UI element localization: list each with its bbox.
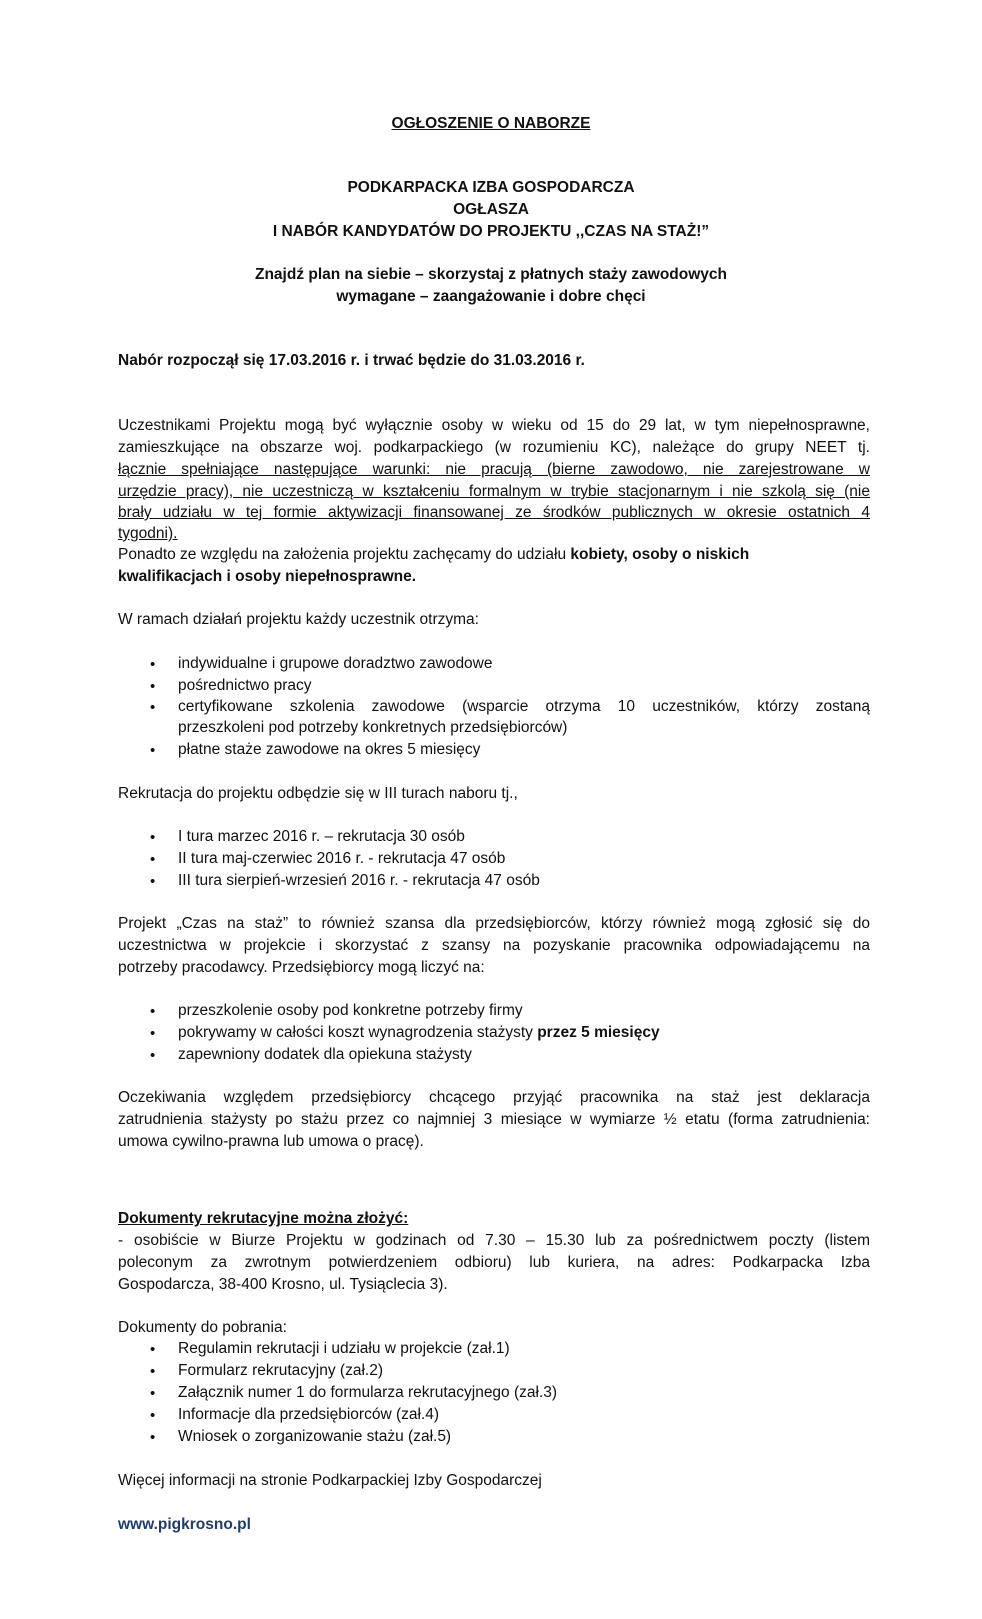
submission-heading: Dokumenty rekrutacyjne można złożyć: — [118, 1210, 409, 1227]
submission-line-1: - osobiście w Biurze Projektu w godzinach od 7.30 – 15.30 lub za pośrednictwem poczty (listem — [118, 1232, 870, 1249]
participants-line-5: brały udziału w tej formie aktywizacji finansowanej ze środków publicznych w okresie ostatnich 4 — [118, 504, 870, 521]
download-item[interactable]: Informacje dla przedsiębiorców (zał.4) — [178, 1406, 440, 1423]
slogan-line-2: wymagane – zaangażowanie i dobre chęci — [336, 288, 646, 305]
participants-line-6: tygodni). — [118, 525, 178, 542]
download-item[interactable]: Regulamin rekrutacji i udziału w projekcie (zał.1) — [178, 1340, 510, 1357]
bullet-icon: • — [150, 851, 156, 868]
receives-item-3: certyfikowane szkolenia zawodowe (wsparcie otrzyma 10 uczestników, którzy zostaną — [178, 698, 870, 715]
organization-name: PODKARPACKA IZBA GOSPODARCZA — [347, 179, 635, 196]
bullet-icon: • — [150, 1407, 156, 1424]
employers-line-3: potrzeby pracodawcy. Przedsiębiorcy mogą liczyć na: — [118, 959, 485, 976]
participants-line-3: łącznie spełniające następujące warunki: nie pracują (bierne zawodowo, nie zarejestrowane w — [118, 461, 870, 478]
download-item[interactable]: Załącznik numer 1 do formularza rekrutacyjnego (zał.3) — [178, 1384, 558, 1401]
website-link[interactable]: www.pigkrosno.pl — [118, 1516, 251, 1533]
participants-line-4: urzędzie pracy), nie uczestniczą w kształceniu formalnym w trybie stacjonarnym i nie szkolą się (nie — [118, 483, 870, 500]
announces-label: OGŁASZA — [453, 201, 529, 218]
bullet-icon: • — [150, 699, 156, 716]
bullet-icon: • — [150, 1429, 156, 1446]
receives-intro: W ramach działań projektu każdy uczestnik otrzyma: — [118, 611, 479, 628]
benefit-item-1: przeszkolenie osoby pod konkretne potrzeby firmy — [178, 1002, 523, 1019]
benefit-item-2-bold: przez 5 miesięcy — [537, 1024, 660, 1041]
receives-item-3-cont: przeszkoleni pod potrzeby konkretnych przedsiębiorców) — [178, 719, 568, 736]
bullet-icon: • — [150, 1025, 156, 1042]
bullet-icon: • — [150, 1363, 156, 1380]
rounds-intro: Rekrutacja do projektu odbędzie się w III turach naboru tj., — [118, 785, 518, 802]
downloads-intro: Dokumenty do pobrania: — [118, 1319, 287, 1336]
benefit-item-2 — [178, 1022, 660, 1044]
bullet-icon: • — [150, 873, 156, 890]
bullet-icon: • — [150, 829, 156, 846]
participants-line-2: zamieszkujące na obszarze woj. podkarpackiego (w rozumieniu KC), należące do grupy NEET tj. — [118, 439, 870, 456]
round-item: II tura maj-czerwiec 2016 r. - rekrutacja 47 osób — [178, 850, 506, 867]
bullet-icon: • — [150, 656, 156, 673]
recruitment-title: I NABÓR KANDYDATÓW DO PROJEKTU ,,CZAS NA STAŻ!” — [272, 223, 710, 240]
benefit-item-3: zapewniony dodatek dla opiekuna stażysty — [178, 1046, 472, 1063]
download-item[interactable]: Formularz rekrutacyjny (zał.2) — [178, 1362, 383, 1379]
encourage-bold-text: kobiety, osoby o niskich — [570, 546, 750, 563]
expectations-line-1: Oczekiwania względem przedsiębiorcy chcącego przyjąć pracownika na staż jest deklaracja — [118, 1089, 870, 1106]
expectations-line-2: zatrudnienia stażysty po stażu przez co najmniej 3 miesiące w wymiarze ½ etatu (forma zatrudnienia: — [118, 1111, 870, 1128]
document-title: OGŁOSZENIE O NABORZE — [391, 115, 591, 132]
bullet-icon: • — [150, 1003, 156, 1020]
bullet-icon: • — [150, 1341, 156, 1358]
bullet-icon: • — [150, 678, 156, 695]
round-item: III tura sierpień-wrzesień 2016 r. - rekrutacja 47 osób — [178, 872, 540, 889]
expectations-line-3: umowa cywilno-prawna lub umowa o pracę). — [118, 1133, 424, 1150]
receives-item-4: płatne staże zawodowe na okres 5 miesięcy — [178, 741, 481, 758]
participants-line-1: Uczestnikami Projektu mogą być wyłącznie osoby w wieku od 15 do 29 lat, w tym niepełnosprawne, — [118, 417, 870, 434]
benefit-item-2-text: pokrywamy w całości koszt wynagrodzenia stażysty — [178, 1024, 538, 1041]
more-info-text: Więcej informacji na stronie Podkarpackiej Izby Gospodarczej — [118, 1472, 542, 1489]
bullet-icon: • — [150, 1385, 156, 1402]
recruitment-dates: Nabór rozpoczął się 17.03.2016 r. i trwać będzie do 31.03.2016 r. — [118, 352, 585, 369]
encourage-text: Ponadto ze względu na założenia projektu zachęcamy do udziału — [118, 546, 571, 563]
participants-encourage — [118, 544, 749, 566]
submission-line-3: Gospodarcza, 38-400 Krosno, ul. Tysiąclecia 3). — [118, 1276, 448, 1293]
bullet-icon: • — [150, 1047, 156, 1064]
submission-line-2: poleconym za zwrotnym potwierdzeniem odbioru) lub kuriera, na adres: Podkarpacka Izba — [118, 1254, 870, 1271]
download-item[interactable]: Wniosek o zorganizowanie stażu (zał.5) — [178, 1428, 452, 1445]
bullet-icon: • — [150, 742, 156, 759]
round-item: I tura marzec 2016 r. – rekrutacja 30 osób — [178, 828, 465, 845]
receives-item-2: pośrednictwo pracy — [178, 677, 312, 694]
employers-line-1: Projekt „Czas na staż” to również szansa dla przedsiębiorców, którzy również mogą zgłosić się do — [118, 915, 870, 932]
participants-encourage-2: kwalifikacjach i osoby niepełnosprawne. — [118, 568, 417, 585]
receives-item-1: indywidualne i grupowe doradztwo zawodowe — [178, 655, 493, 672]
slogan-line-1: Znajdź plan na siebie – skorzystaj z płatnych staży zawodowych — [254, 266, 728, 283]
employers-line-2: uczestnictwa w projekcie i skorzystać z szansy na pozyskanie pracownika odpowiadającemu na — [118, 937, 870, 954]
